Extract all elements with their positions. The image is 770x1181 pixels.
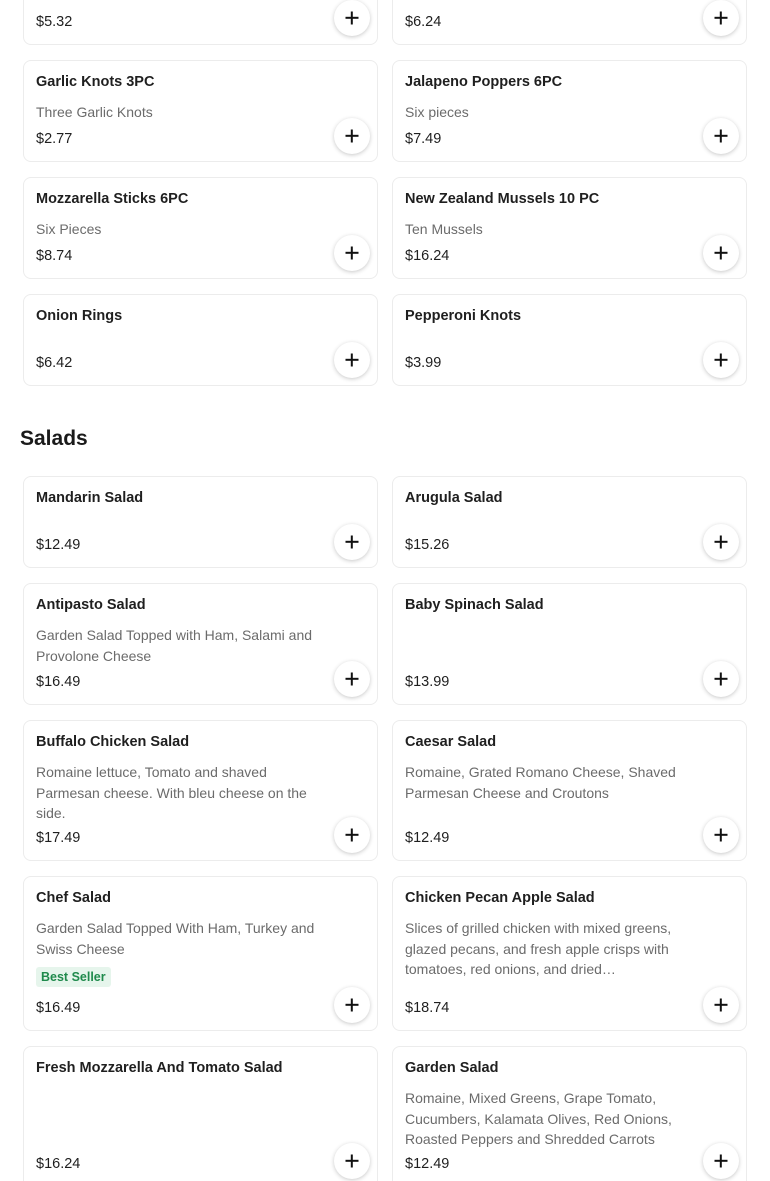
item-price: $3.99	[405, 355, 442, 371]
item-price: $16.49	[36, 1000, 81, 1016]
add-item-button[interactable]	[703, 118, 739, 154]
menu-item-card[interactable]	[23, 583, 378, 705]
item-name: Fresh Mozzarella And Tomato Salad	[36, 1060, 283, 1076]
item-price: $8.74	[36, 248, 73, 264]
item-description: Romaine, Mixed Greens, Grape Tomato, Cucumbers, Kalamata Olives, Red Onions, Roasted Peppers and Shredded Carrots	[405, 1090, 672, 1147]
add-item-button[interactable]	[703, 524, 739, 560]
item-name: Mozzarella Sticks 6PC	[36, 191, 189, 207]
menu-item-card[interactable]	[23, 177, 378, 279]
item-price: $16.49	[36, 674, 81, 690]
add-item-button[interactable]	[334, 1143, 370, 1179]
item-description: Three Garlic Knots	[36, 104, 153, 120]
menu-item-card[interactable]	[392, 0, 747, 45]
item-name: Arugula Salad	[405, 490, 503, 506]
menu-item-card[interactable]	[392, 720, 747, 861]
item-name: Caesar Salad	[405, 734, 497, 750]
item-price: $12.49	[405, 830, 450, 846]
menu-item-card[interactable]	[392, 583, 747, 705]
item-description: Romaine lettuce, Tomato and shaved Parmesan cheese. With bleu cheese on the side.	[36, 764, 307, 821]
item-name: Pepperoni Knots	[405, 308, 522, 324]
item-price: $13.99	[405, 674, 450, 690]
item-price: $17.49	[36, 830, 81, 846]
menu-item-card[interactable]	[23, 0, 378, 45]
section-title-salads: Salads	[20, 427, 88, 450]
add-item-button[interactable]	[703, 0, 739, 36]
item-description: Ten Mussels	[405, 221, 483, 237]
add-item-button[interactable]	[334, 661, 370, 697]
add-item-button[interactable]	[703, 817, 739, 853]
item-price: $6.24	[405, 14, 442, 30]
add-item-button[interactable]	[334, 235, 370, 271]
item-name: Onion Rings	[36, 308, 123, 324]
item-name: Antipasto Salad	[36, 597, 146, 613]
add-item-button[interactable]	[334, 817, 370, 853]
add-item-button[interactable]	[334, 118, 370, 154]
item-price: $7.49	[405, 131, 442, 147]
item-name: Jalapeno Poppers 6PC	[405, 74, 563, 90]
item-price: $12.49	[405, 1156, 450, 1172]
menu-item-card[interactable]	[23, 1046, 378, 1181]
item-price: $5.32	[36, 14, 73, 30]
item-description: Slices of grilled chicken with mixed greens, glazed pecans, and fresh apple crisps with tomatoes, red onions, and dried…	[405, 920, 672, 977]
add-item-button[interactable]	[703, 987, 739, 1023]
item-name: Chef Salad	[36, 890, 111, 906]
add-item-button[interactable]	[334, 987, 370, 1023]
item-name: Buffalo Chicken Salad	[36, 734, 190, 750]
item-price: $15.26	[405, 537, 450, 553]
add-item-button[interactable]	[334, 524, 370, 560]
add-item-button[interactable]	[703, 661, 739, 697]
menu-item-card[interactable]	[392, 294, 747, 386]
menu-item-card[interactable]	[23, 876, 378, 1031]
menu-item-card[interactable]	[392, 177, 747, 279]
add-item-button[interactable]	[703, 342, 739, 378]
item-name: Baby Spinach Salad	[405, 597, 544, 613]
menu-item-card[interactable]	[392, 60, 747, 162]
menu-item-card[interactable]	[392, 1046, 747, 1181]
add-item-button[interactable]	[703, 235, 739, 271]
menu-item-card[interactable]	[23, 476, 378, 568]
best-seller-badge: Best Seller	[36, 967, 111, 987]
menu-item-card[interactable]	[392, 876, 747, 1031]
item-price: $6.42	[36, 355, 73, 371]
item-name: Garden Salad	[405, 1060, 499, 1076]
add-item-button[interactable]	[334, 0, 370, 36]
item-price: $16.24	[36, 1156, 81, 1172]
add-item-button[interactable]	[334, 342, 370, 378]
item-price: $12.49	[36, 537, 81, 553]
item-name: New Zealand Mussels 10 PC	[405, 191, 600, 207]
item-price: $2.77	[36, 131, 73, 147]
item-name: Mandarin Salad	[36, 490, 144, 506]
item-price: $16.24	[405, 248, 450, 264]
menu-item-card[interactable]	[23, 720, 378, 861]
add-item-button[interactable]	[703, 1143, 739, 1179]
item-description: Garden Salad Topped With Ham, Turkey and Swiss Cheese	[36, 920, 315, 957]
menu-item-card[interactable]	[23, 60, 378, 162]
item-description: Romaine, Grated Romano Cheese, Shaved Parmesan Cheese and Croutons	[405, 764, 676, 801]
item-description: Six pieces	[405, 104, 469, 120]
menu-item-card[interactable]	[392, 476, 747, 568]
menu-item-card[interactable]	[23, 294, 378, 386]
item-name: Chicken Pecan Apple Salad	[405, 890, 595, 906]
item-name: Garlic Knots 3PC	[36, 74, 155, 90]
item-description: Garden Salad Topped with Ham, Salami and Provolone Cheese	[36, 627, 313, 664]
item-description: Six Pieces	[36, 221, 102, 237]
item-price: $18.74	[405, 1000, 450, 1016]
